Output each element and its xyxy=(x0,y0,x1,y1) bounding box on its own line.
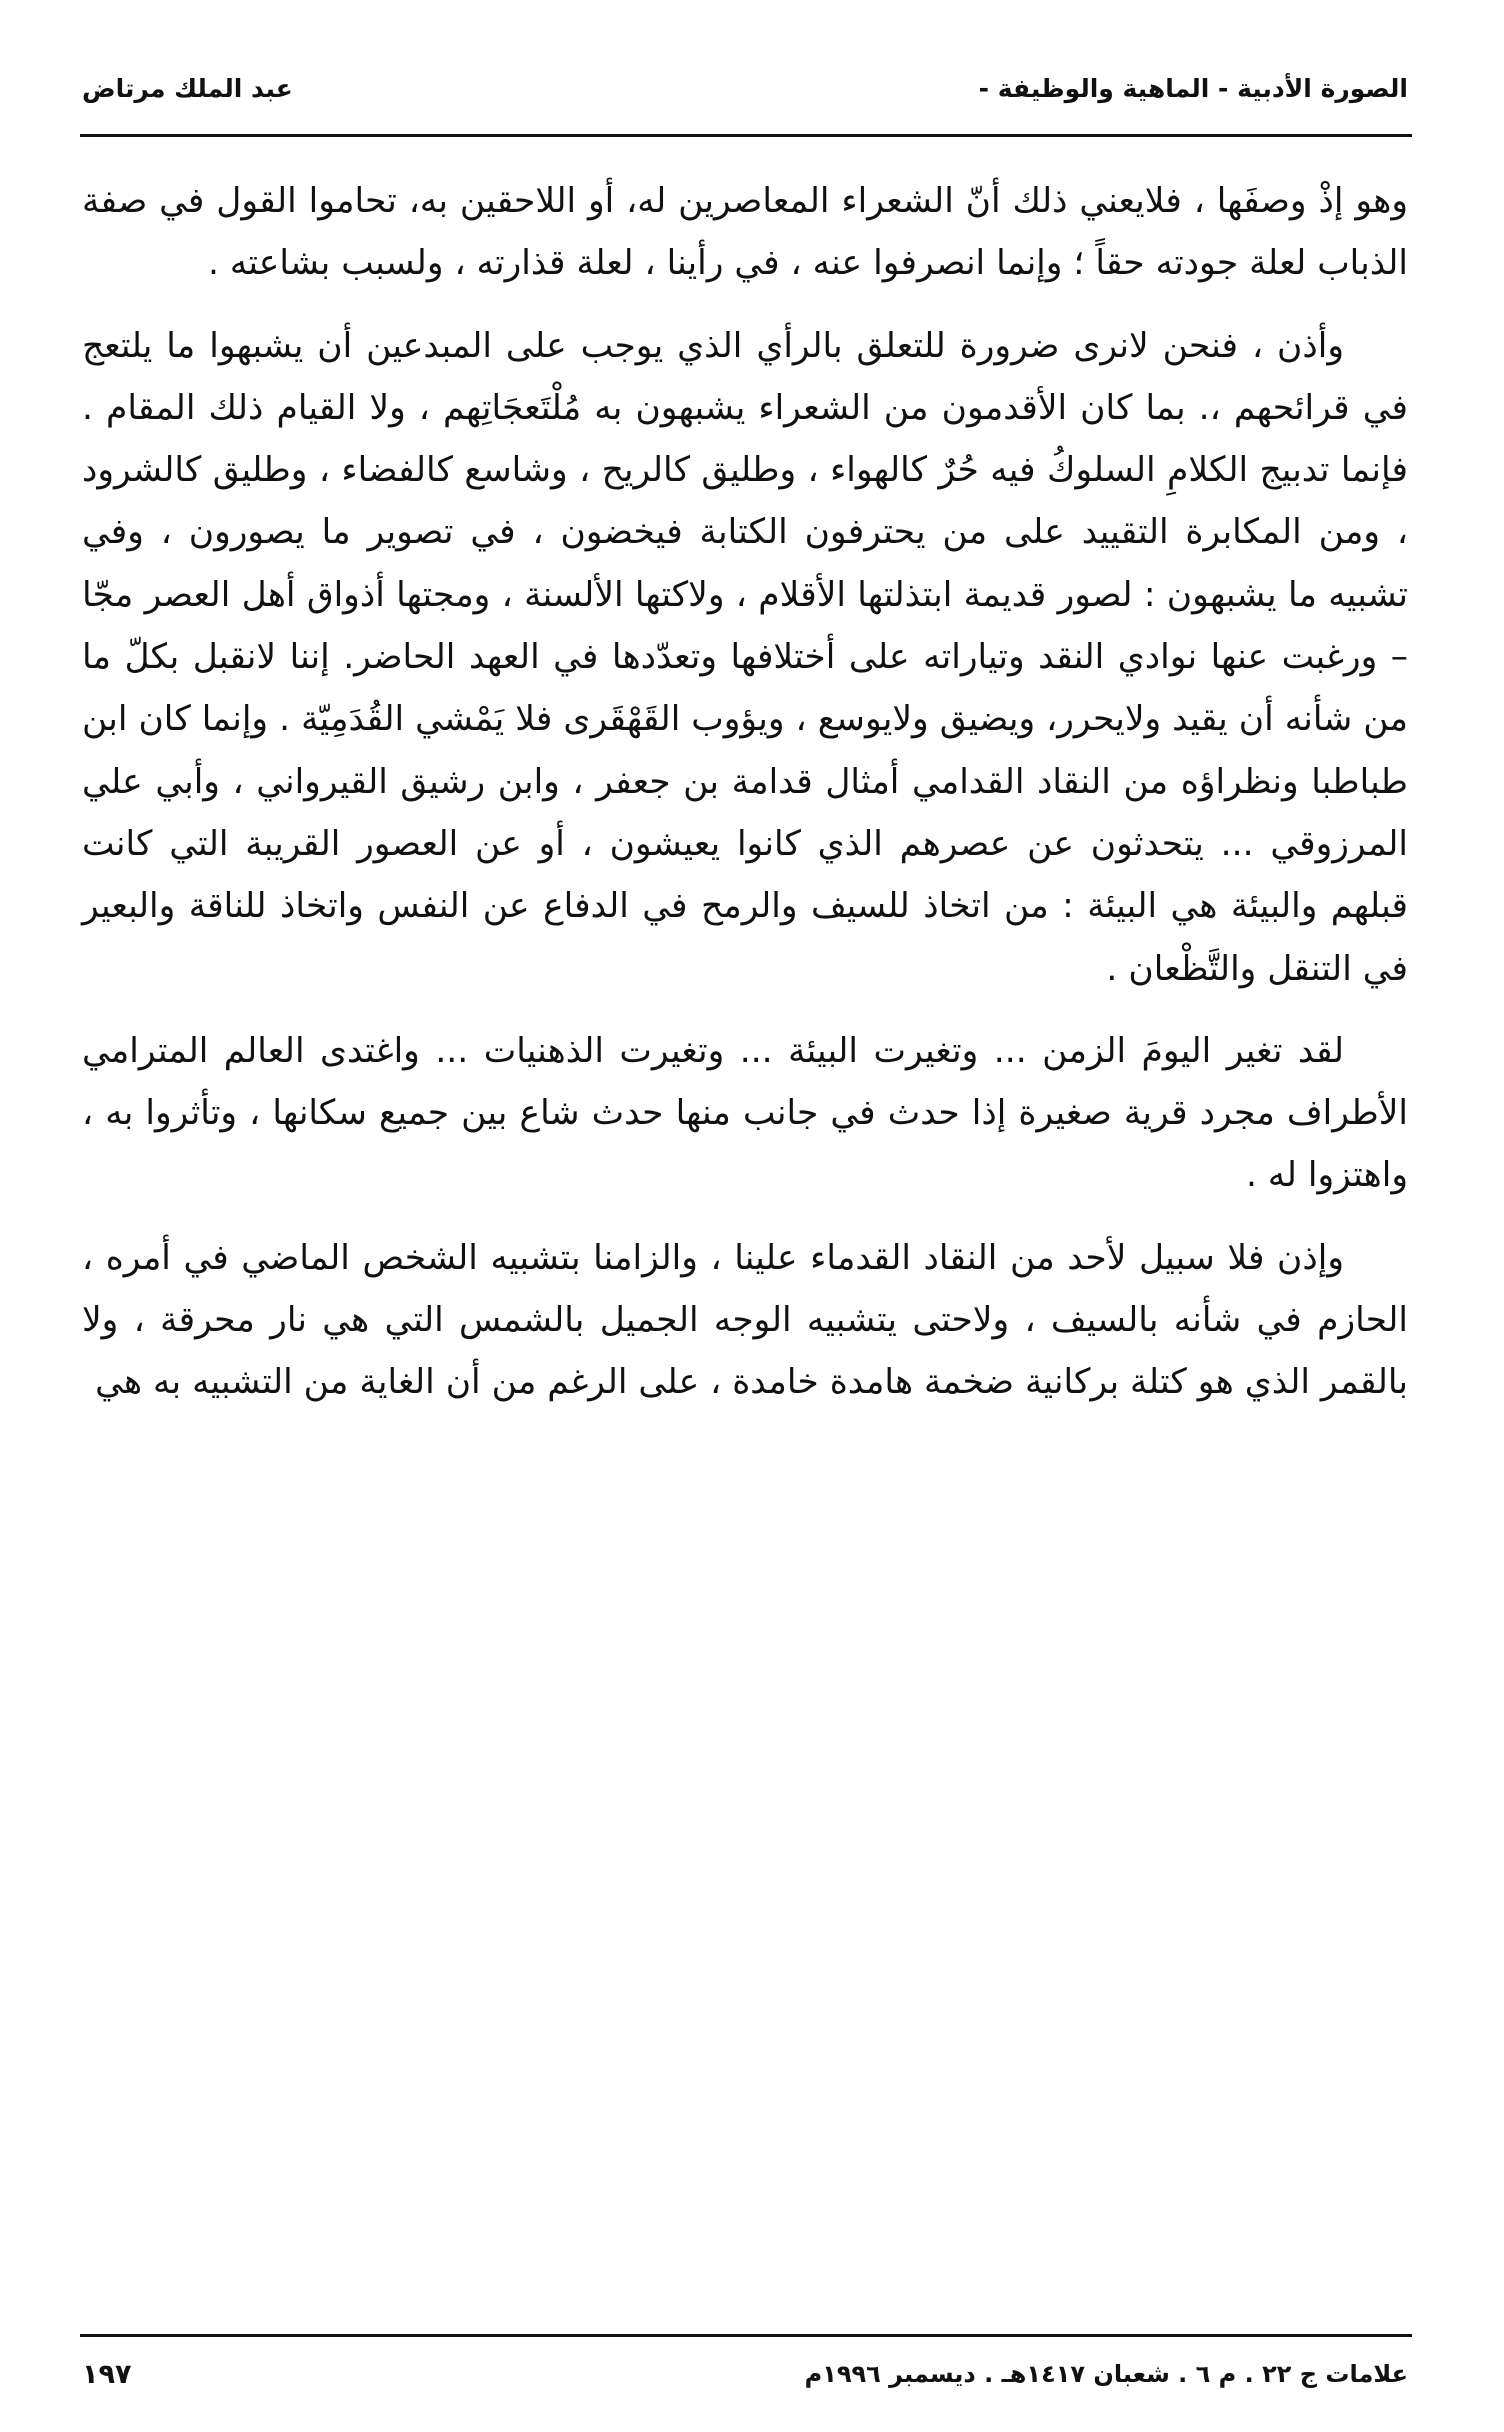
paragraph: وهو إذْ وصفَها ، فلايعني ذلك أنّ الشعراء المعاصرين له، أو اللاحقين به، تحاموا القول في صفة الذباب لعلة جودته حقاً ؛ وإنما انصرفوا عنه ، في رأينا ، لعلة قذارته ، ولسبب بشاعته . xyxy=(82,181,1408,284)
page-header xyxy=(82,58,1408,118)
paragraph: وأذن ، فنحن لانرى ضرورة للتعلق بالرأي الذي يوجب على المبدعين أن يشبهوا ما يلتعج في قرائحهم ،. بما كان الأقدمون من الشعراء يشبهون به مُلْتَعجَاتِهم ، ولا القيام ذلك المقام . فإنما تدبيج الكلامِ السلوكُ فيه حُرٌ كالهواء ، وطليق كالريح ، وشاسع كالفضاء ، وطليق كالشرود ، ومن المكابرة التقييد على من يحترفون الكتابة فيخضون ، في تصوير ما يصورون ، وفي تشبيه ما يشبهون : لصور قديمة ابتذلتها الأقلام ، ولاكتها الألسنة ، ومجتها أذواق أهل العصر مجّا – ورغبت عنها نوادي النقد وتياراته على أختلافها وتعدّدها في العهد الحاضر. إننا لانقبل بكلّ ما من شأنه أن يقيد ولايحرر، ويضيق ولايوسع ، ويؤوب القَهْقَرى فلا يَمْشي القُدَمِيّة . وإنما كان ابن طباطبا ونظراؤه من النقاد القدامي أمثال قدامة بن جعفر ، وابن رشيق القيرواني ، وأبي علي المرزوقي ... يتحدثون عن عصرهم الذي كانوا يعيشون ، أو عن العصور القريبة التي كانت قبلهم والبيئة هي البيئة : من اتخاذ للسيف والرمح في الدفاع عن النفس واتخاذ للناقة والبعير في التنقل والتَّظْعان . xyxy=(82,325,1408,989)
header-rule xyxy=(80,134,1412,137)
author-name: عبد الملك مرتاض xyxy=(82,73,293,103)
page-footer xyxy=(82,2352,1408,2396)
journal-info: علامات ج ٢٢ . م ٦ . شعبان ١٤١٧هـ . ديسمبر ١٩٩٦م xyxy=(804,2360,1408,2388)
footer-rule xyxy=(80,2334,1412,2337)
body-text xyxy=(82,170,1408,1434)
paragraph: وإذن فلا سبيل لأحد من النقاد القدماء علينا ، والزامنا بتشبيه الشخص الماضي في أمره ، الحازم في شأنه بالسيف ، ولاحتى يتشبيه الوجه الجميل بالشمس التي هي نار محرقة ، ولا بالقمر الذي هو كتلة بركانية ضخمة هامدة خامدة ، على الرغم من أن الغاية من التشبيه به هي xyxy=(82,1237,1408,1403)
running-title: الصورة الأدبية - الماهية والوظيفة - xyxy=(978,73,1408,103)
paragraph: لقد تغير اليومَ الزمن ... وتغيرت البيئة ... وتغيرت الذهنيات ... واغتدى العالم المترامي الأطراف مجرد قرية صغيرة إذا حدث في جانب منها حدث شاع بين جميع سكانها ، وتأثروا به ، واهتزوا له . xyxy=(82,1030,1408,1196)
page-number: ١٩٧ xyxy=(82,2358,132,2390)
